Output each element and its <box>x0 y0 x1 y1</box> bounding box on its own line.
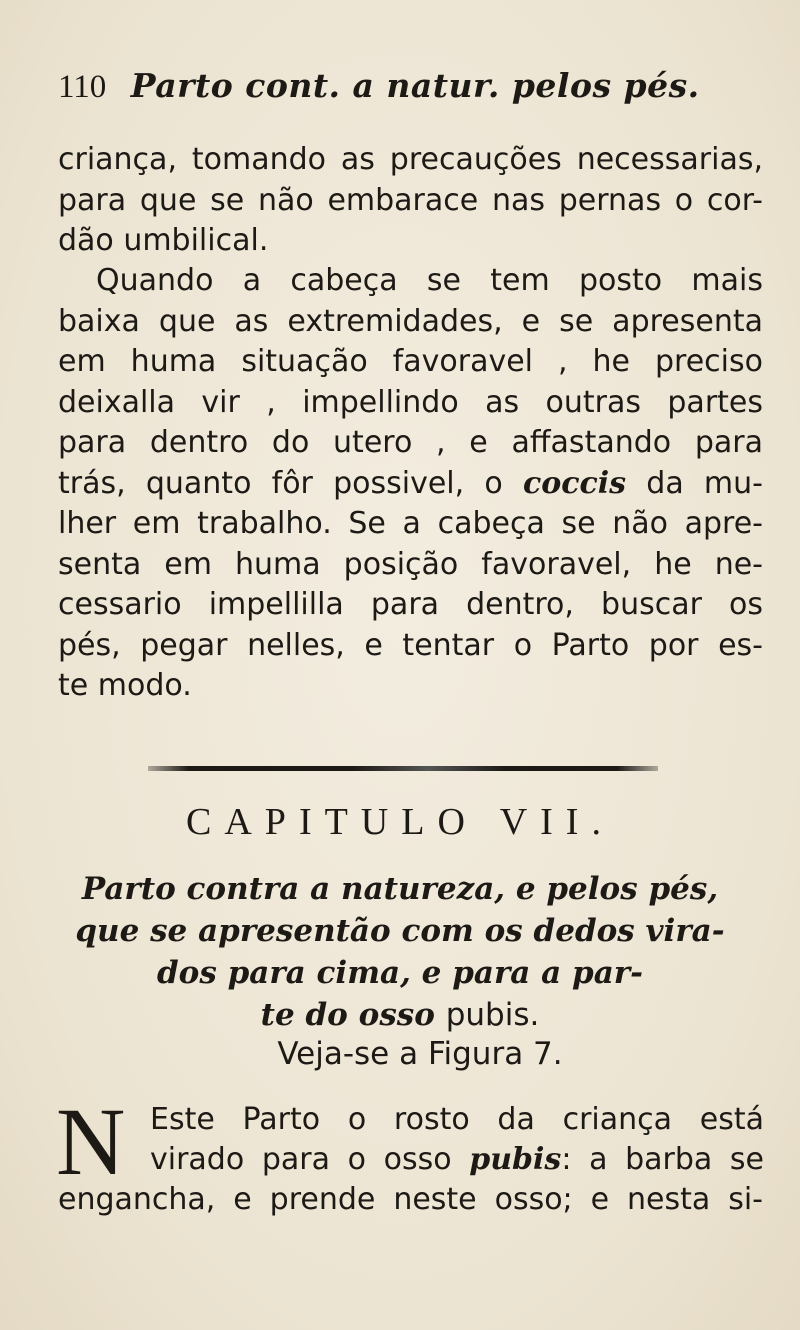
text-fragment: : a barba se <box>561 1142 765 1177</box>
text-line: em huma situação favoravel , he preciso <box>58 344 763 379</box>
running-title: Parto cont. a natur. pelos pés. <box>130 66 700 105</box>
text-line: deixalla vir , impellindo as outras partes <box>58 384 763 420</box>
text-line: criança, tomando as precauções necessarias, <box>58 142 763 177</box>
drop-cap: N <box>56 1088 126 1195</box>
paragraph-3-indented <box>150 1100 764 1180</box>
figure-reference: Veja-se a Figura 7. <box>277 1036 563 1072</box>
subtitle-line: que se apresentão com os dedos vira- <box>75 913 725 949</box>
subtitle-line: dos para cima, e para a par- <box>156 955 644 991</box>
text-line: senta em huma posição favoravel, he ne- <box>58 546 763 582</box>
text-line: Quando a cabeça se tem posto mais <box>96 263 763 298</box>
running-head <box>58 66 700 107</box>
text-line: para que se não embarace nas pernas o cor- <box>58 182 763 218</box>
text-fragment: trás, quanto fôr possivel, o <box>58 465 503 501</box>
text-line: lher em trabalho. Se a cabeça se não apre- <box>58 506 763 541</box>
text-line: dão umbilical. <box>58 223 269 258</box>
italic-term: pubis <box>469 1142 562 1177</box>
text-line: Este Parto o rosto da criança está <box>150 1102 764 1137</box>
paragraph-3 <box>58 1180 763 1220</box>
text-fragment: da mu- <box>646 465 763 501</box>
paragraph-2 <box>58 261 763 707</box>
chapter-subtitle <box>40 868 760 1036</box>
text-line: engancha, e prende neste osso; e nesta si- <box>58 1182 763 1217</box>
text-line <box>58 464 763 505</box>
italic-term: coccis <box>522 465 627 501</box>
text-line: pés, pegar nelles, e tentar o Parto por es- <box>58 627 763 663</box>
text-line: cessario impellilla para dentro, buscar os <box>58 587 763 622</box>
paragraph-1 <box>58 140 763 262</box>
page-number: 110 <box>58 69 107 105</box>
text-line: te modo. <box>58 668 192 703</box>
text-line: baixa que as extremidades, e se apresenta <box>58 303 763 339</box>
subtitle-fragment: te do osso <box>260 997 435 1033</box>
chapter-heading: CAPITULO VII. <box>186 801 614 843</box>
text-line <box>150 1140 764 1180</box>
text-fragment: virado para o osso <box>150 1142 452 1177</box>
subtitle-fragment: pubis. <box>445 997 540 1033</box>
subtitle-line: Parto contra a natureza, e pelos pés, <box>81 871 719 907</box>
text-line: para dentro do utero , e affastando para <box>58 425 763 460</box>
subtitle-line <box>40 994 760 1036</box>
section-divider-rule <box>148 766 658 771</box>
